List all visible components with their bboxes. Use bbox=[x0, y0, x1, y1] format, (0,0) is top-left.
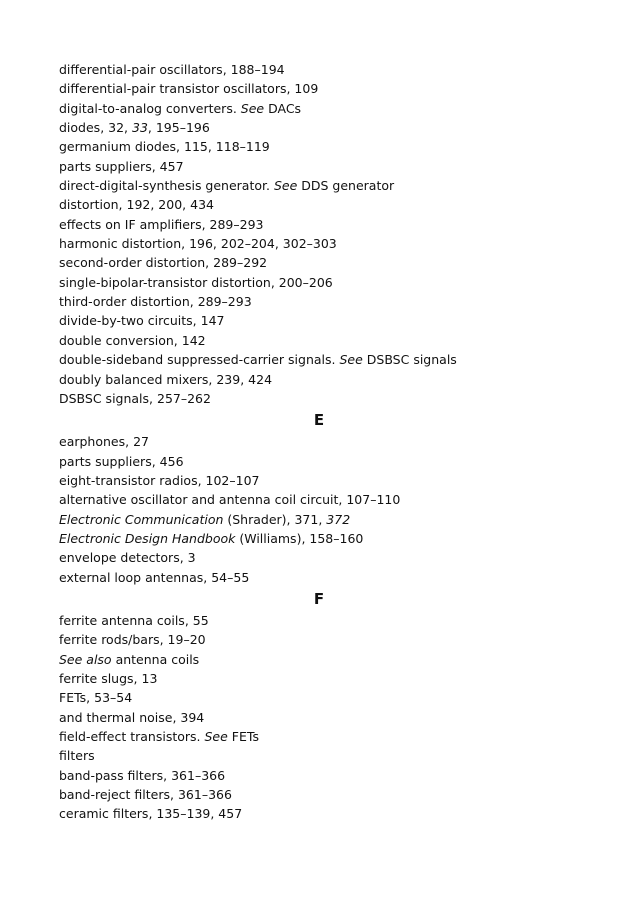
index-entry-italic-text: Electronic Design Handbook bbox=[59, 530, 236, 546]
index-entry-text: field-effect transistors. bbox=[59, 729, 205, 744]
index-entry-text: harmonic distortion, 196, 202–204, 302–303 bbox=[59, 236, 337, 252]
index-entry-text: second-order distortion, 289–292 bbox=[59, 255, 268, 271]
index-entry-text: filters bbox=[59, 748, 95, 764]
index-entry-italic-text: See bbox=[273, 178, 298, 194]
index-entry bbox=[59, 804, 619, 823]
index-entry bbox=[59, 215, 619, 234]
index-entry-text: earphones, 27 bbox=[59, 434, 149, 450]
index-entry-text: parts suppliers, 457 bbox=[59, 158, 184, 174]
index-entry-text: ferrite rods/bars, 19–20 bbox=[59, 632, 206, 648]
index-entry bbox=[59, 60, 619, 79]
index-entry-text: double conversion, 142 bbox=[59, 332, 206, 348]
index-entry-italic-text: See bbox=[204, 729, 228, 744]
index-entry bbox=[59, 746, 619, 765]
index-entry bbox=[59, 137, 619, 156]
index-entry bbox=[59, 688, 619, 707]
index-entry bbox=[59, 611, 619, 630]
index-entry bbox=[59, 311, 619, 330]
index-entry-text: and thermal noise, 394 bbox=[59, 709, 205, 725]
index-entry-text: divide-by-two circuits, 147 bbox=[59, 313, 225, 329]
index-entry bbox=[59, 630, 619, 649]
section-heading-e: E bbox=[313, 411, 325, 430]
index-entry-text: distortion, 192, 200, 434 bbox=[59, 197, 214, 213]
index-entry-text: ferrite slugs, 13 bbox=[59, 670, 158, 686]
index-entry-text: external loop antennas, 54–55 bbox=[59, 569, 250, 585]
index-entry-text: DACs bbox=[264, 100, 302, 116]
index-entry bbox=[59, 118, 619, 137]
index-entry bbox=[59, 253, 619, 272]
index-entry bbox=[59, 292, 619, 311]
index-entry-text: envelope detectors, 3 bbox=[59, 550, 196, 566]
index-entry bbox=[59, 79, 619, 98]
index-entry-text: parts suppliers, 456 bbox=[59, 453, 184, 469]
index-entry bbox=[59, 234, 619, 253]
index-entry-text: FETs, 53–54 bbox=[59, 690, 133, 706]
index-entry bbox=[59, 548, 619, 567]
index-entry bbox=[59, 176, 619, 195]
index-entry-text: (Shrader), 371, bbox=[223, 511, 327, 527]
index-entry bbox=[59, 490, 619, 509]
index-entry-text: antenna coils bbox=[111, 651, 200, 667]
index-entry-text: ferrite antenna coils, 55 bbox=[59, 612, 209, 628]
index-entry-text: differential-pair transistor oscillators, 109 bbox=[59, 81, 319, 97]
index-entry bbox=[59, 432, 619, 451]
index-entry bbox=[59, 99, 619, 118]
index-entry bbox=[59, 331, 619, 350]
index-entry bbox=[59, 529, 619, 548]
index-entry-text: DDS generator bbox=[297, 178, 395, 194]
index-section-d bbox=[59, 60, 619, 408]
index-entry-text: germanium diodes, 115, 118–119 bbox=[59, 139, 270, 155]
index-entry bbox=[59, 708, 619, 727]
index-section-f bbox=[59, 611, 619, 824]
index-entry-text: alternative oscillator and antenna coil circuit, 107–110 bbox=[59, 492, 401, 508]
index-entry bbox=[59, 471, 619, 490]
index-entry-text: third-order distortion, 289–293 bbox=[59, 294, 252, 310]
index-entry-text: differential-pair oscillators, 188–194 bbox=[59, 62, 285, 77]
index-entry-text: , 195–196 bbox=[147, 120, 210, 136]
index-entry-italic-text: Electronic Communication bbox=[59, 511, 224, 527]
index-entry-italic-text: See also bbox=[59, 651, 112, 667]
index-entry bbox=[59, 195, 619, 214]
index-entry bbox=[59, 650, 619, 669]
index-entry bbox=[59, 568, 619, 587]
index-entry-italic-text: See bbox=[339, 352, 363, 368]
index-entry-text: DSBSC signals, 257–262 bbox=[59, 390, 211, 406]
index-entry bbox=[59, 370, 619, 389]
index-entry-text: double-sideband suppressed-carrier signals. bbox=[59, 352, 340, 368]
index-entry-italic-text: See bbox=[240, 100, 265, 116]
index-entry bbox=[59, 510, 619, 529]
index-entry bbox=[59, 727, 619, 746]
index-entry-italic-text: 33 bbox=[132, 120, 148, 136]
index-entry bbox=[59, 669, 619, 688]
section-heading-f: F bbox=[313, 589, 325, 608]
index-page bbox=[59, 60, 619, 824]
index-entry-text: effects on IF amplifiers, 289–293 bbox=[59, 216, 264, 232]
index-entry-text: diodes, 32, bbox=[59, 120, 132, 136]
index-entry-text: band-reject filters, 361–366 bbox=[59, 787, 232, 803]
index-entry bbox=[59, 389, 619, 408]
index-entry bbox=[59, 273, 619, 292]
index-entry-text: DSBSC signals bbox=[362, 352, 457, 368]
index-entry bbox=[59, 452, 619, 471]
index-entry-text: ceramic filters, 135–139, 457 bbox=[59, 806, 243, 822]
index-entry bbox=[59, 157, 619, 176]
index-entry-text: digital-to-analog converters. bbox=[59, 100, 241, 116]
index-entry-text: direct-digital-synthesis generator. bbox=[59, 178, 274, 194]
index-entry-text: doubly balanced mixers, 239, 424 bbox=[59, 371, 273, 387]
index-entry-text: band-pass filters, 361–366 bbox=[59, 767, 226, 783]
index-entry bbox=[59, 350, 619, 369]
index-entry-text: FETs bbox=[227, 729, 259, 744]
index-entry-text: eight-transistor radios, 102–107 bbox=[59, 472, 260, 488]
index-entry bbox=[59, 766, 619, 785]
index-section-e bbox=[59, 432, 619, 587]
index-entry-italic-text: 372 bbox=[326, 511, 351, 527]
index-entry-text: single-bipolar-transistor distortion, 200–206 bbox=[59, 274, 333, 290]
index-entry-text: (Williams), 158–160 bbox=[235, 530, 364, 546]
index-entry bbox=[59, 785, 619, 804]
